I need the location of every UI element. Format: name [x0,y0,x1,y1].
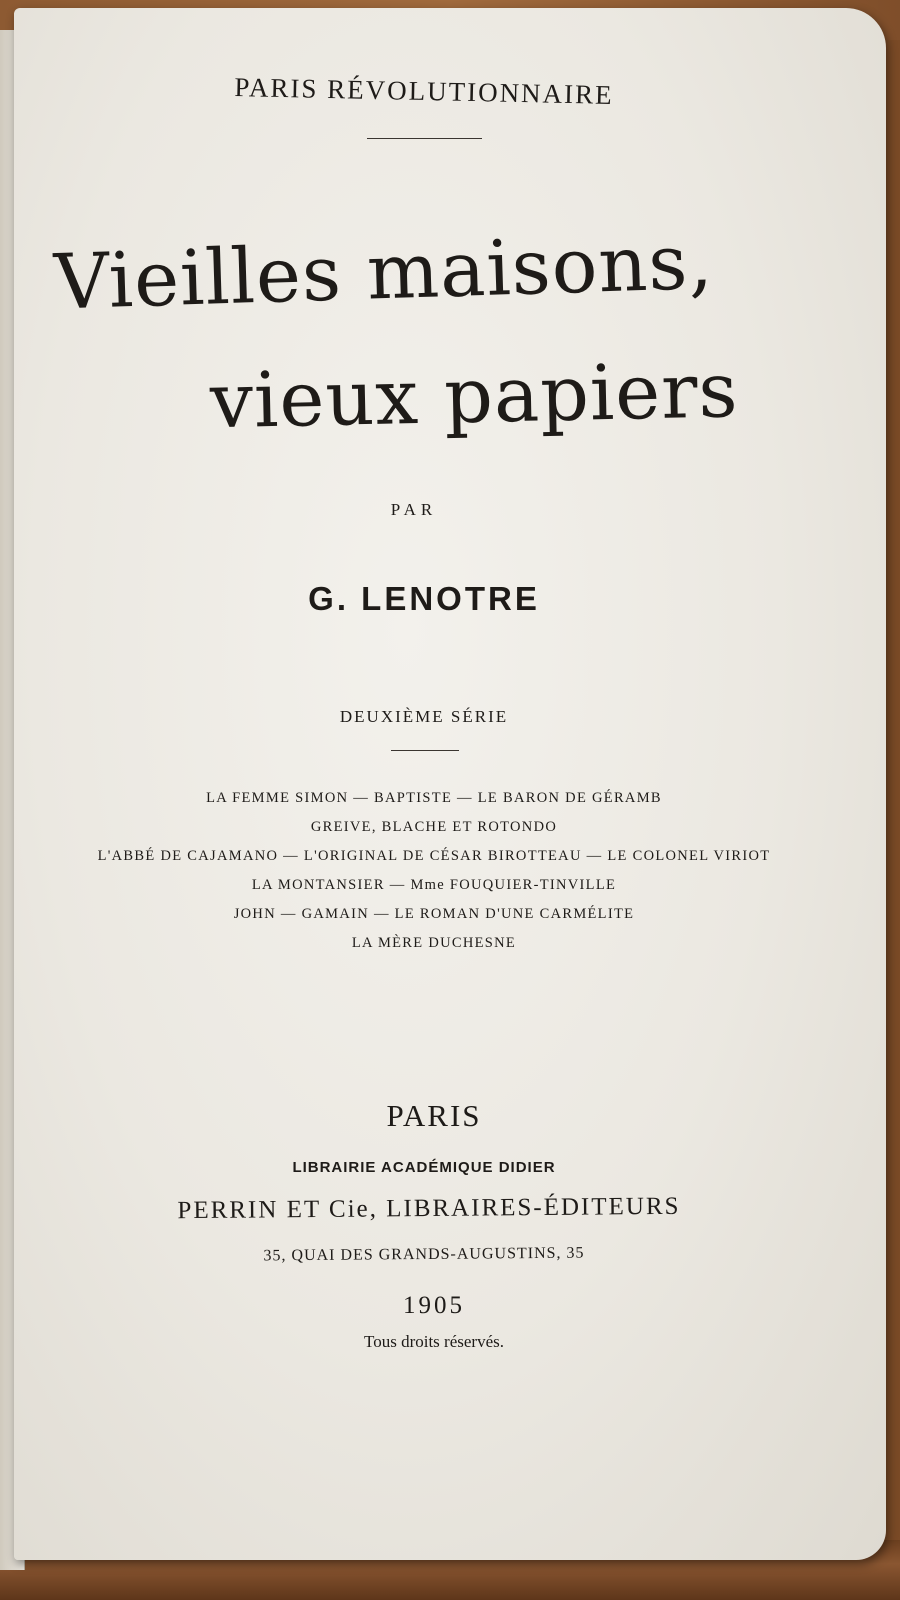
contents-line: LA FEMME SIMON — BAPTISTE — LE BARON DE GÉRAMB [206,790,662,806]
publication-city: PARIS [386,1098,482,1133]
contents-line: LA MÈRE DUCHESNE [351,935,517,951]
book-title-line-2: vieux papiers [209,345,740,446]
series-title: PARIS RÉVOLUTIONNAIRE [234,72,614,110]
contents-list [34,784,834,958]
divider-middle [391,750,459,751]
rights-notice: Tous droits réservés. [364,1332,504,1351]
library-name: LIBRAIRIE ACADÉMIQUE DIDIER [292,1159,556,1176]
publication-year: 1905 [403,1292,465,1319]
contents-line: L'ABBÉ DE CAJAMANO — L'ORIGINAL DE CÉSAR BIROTTEAU — LE COLONEL VIRIOT [97,848,771,864]
contents-line: GREIVE, BLACHE ET ROTONDO [310,819,558,835]
series-number: DEUXIÈME SÉRIE [339,707,509,726]
divider-top [367,138,482,139]
author-name: G. LENOTRE [308,580,540,617]
contents-line: LA MONTANSIER — Mme FOUQUIER-TINVILLE [251,877,617,893]
by-label: PAR [390,500,438,519]
book-title-line-1: Vieilles maisons, [52,216,715,327]
contents-line: JOHN — GAMAIN — LE ROMAN D'UNE CARMÉLITE [233,906,635,922]
publisher-address: 35, QUAI DES GRANDS-AUGUSTINS, 35 [263,1244,585,1265]
book-title-page [14,8,886,1560]
publisher-name: PERRIN ET Cie, LIBRAIRES-ÉDITEURS [177,1192,681,1225]
